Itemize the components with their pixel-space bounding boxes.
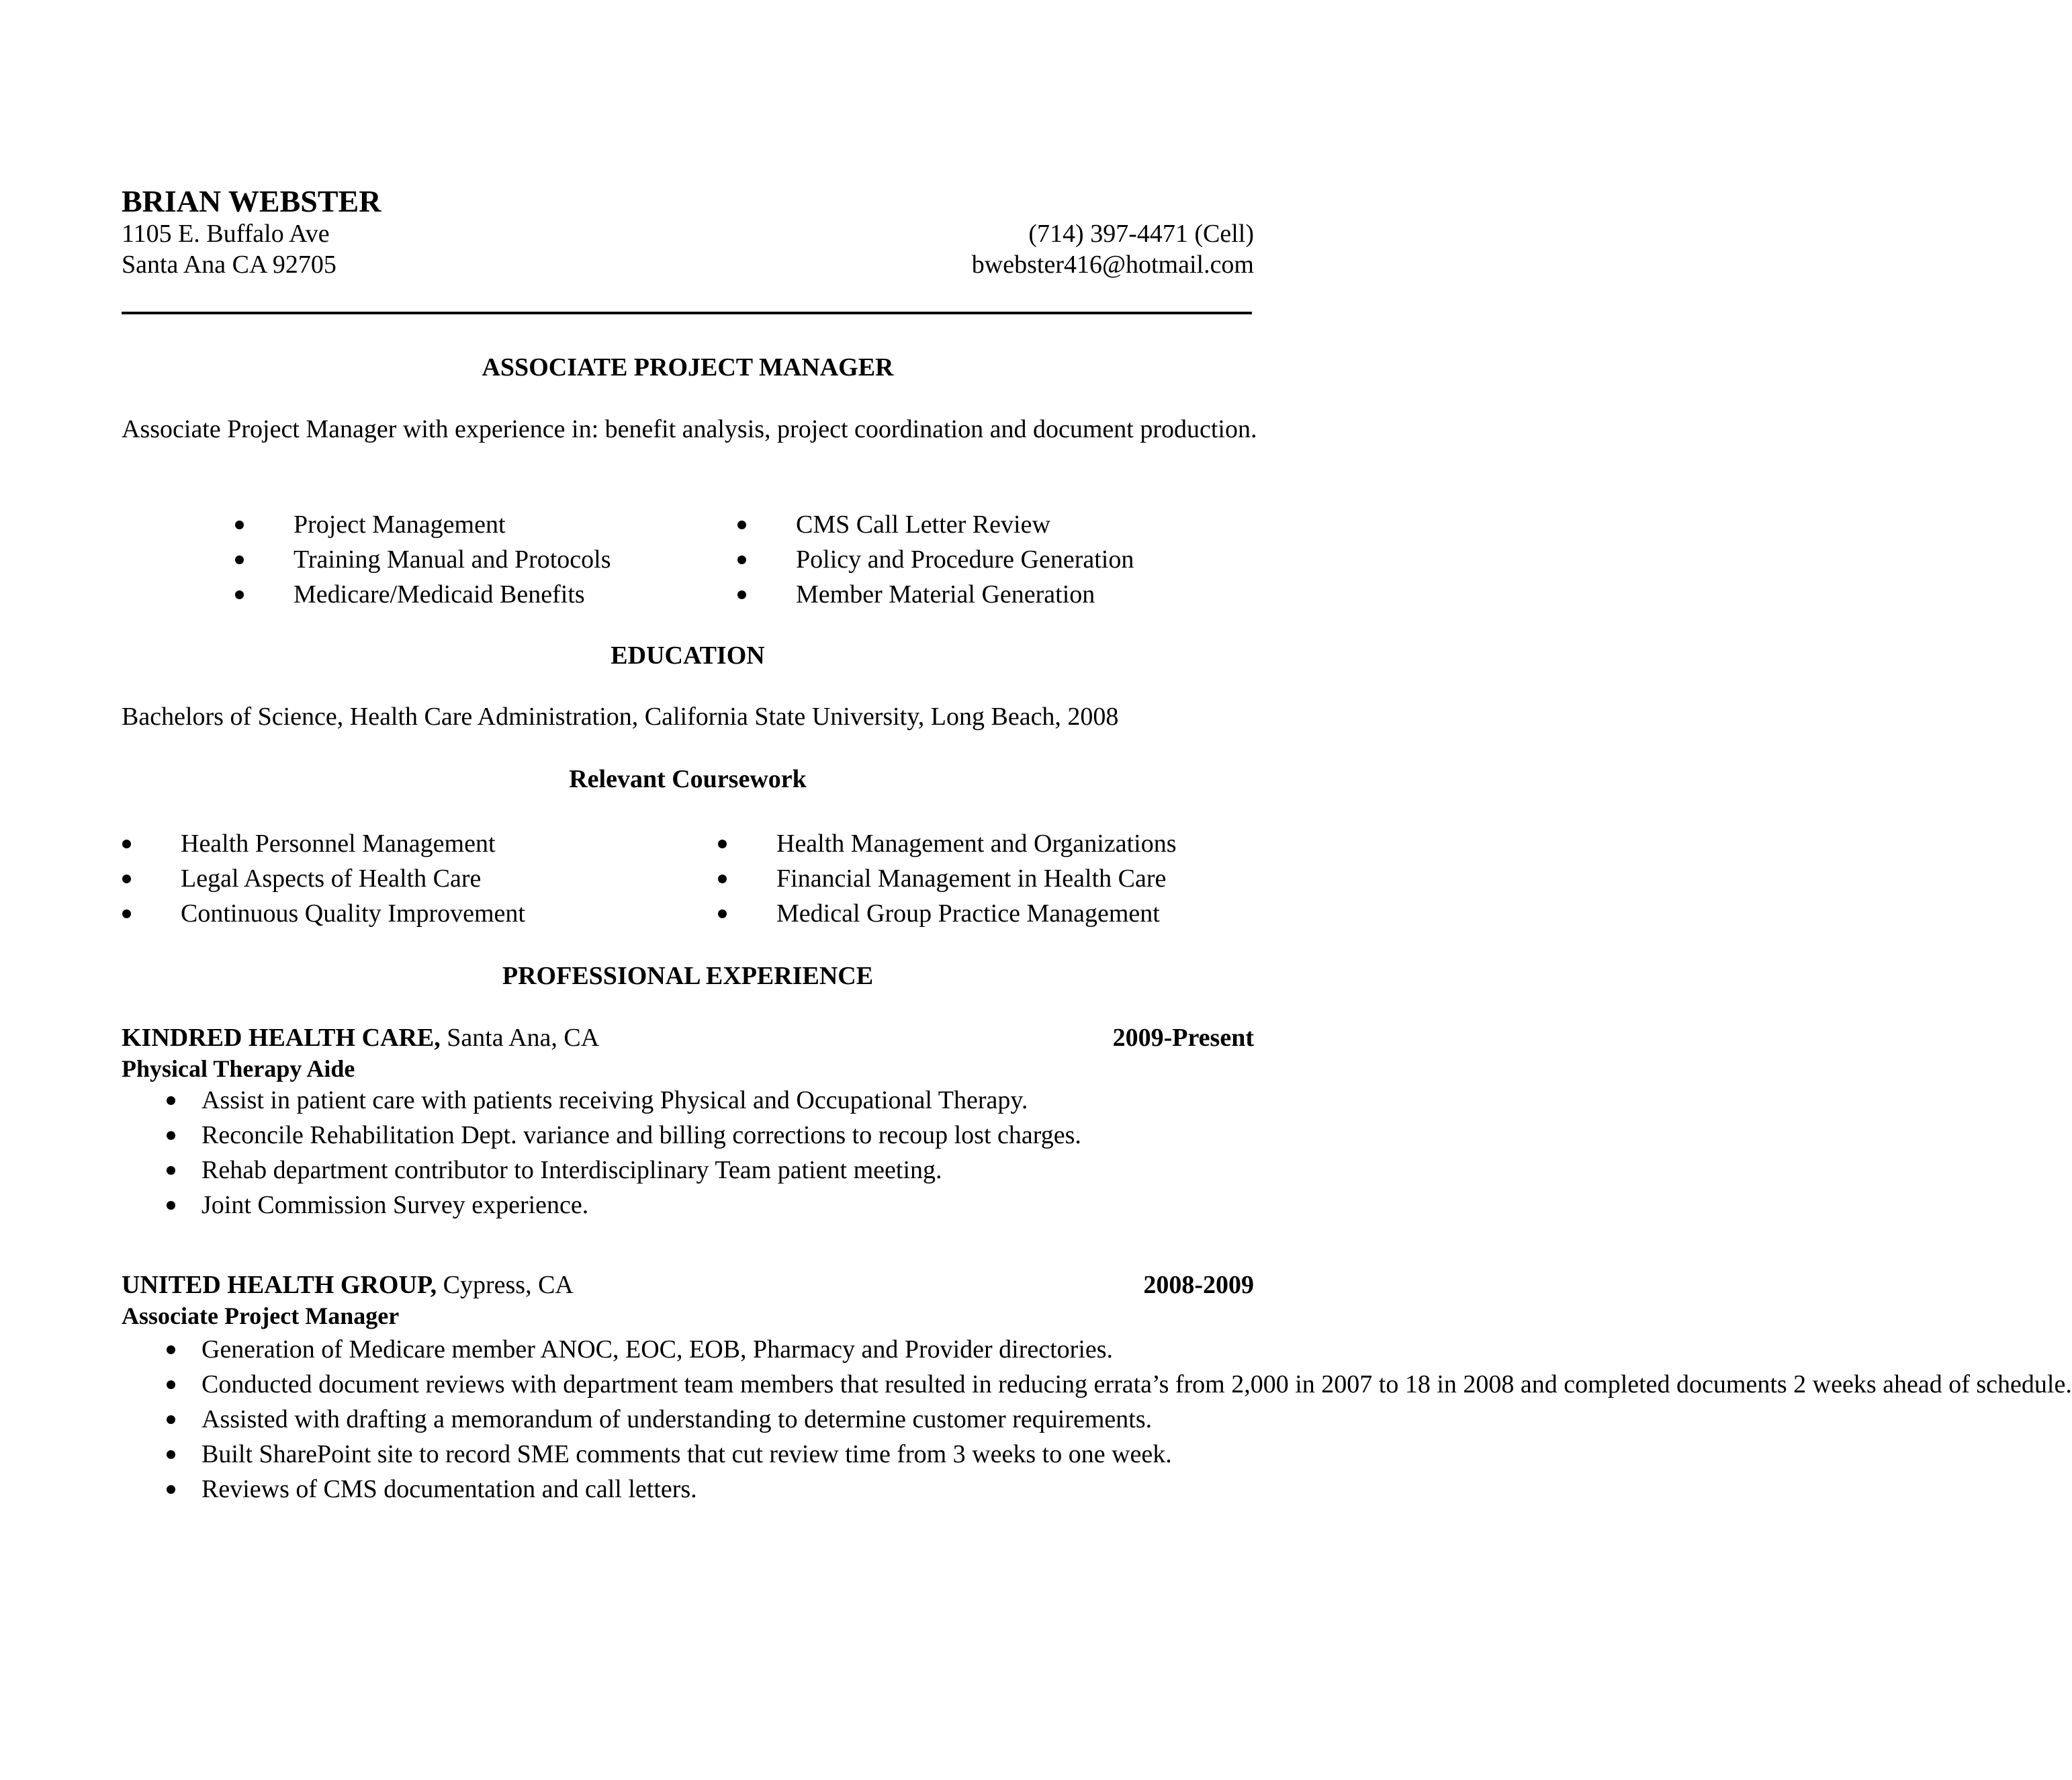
- list-item: Member Material Generation: [756, 577, 1134, 612]
- list-item: Legal Aspects of Health Care: [141, 861, 525, 896]
- job-duties-list: [201, 1083, 1081, 1222]
- objective-summary: Associate Project Manager with experience in: benefit analysis, project coordination and document production.: [122, 415, 1257, 443]
- list-item: Conducted document reviews with department team members that resulted in reducing errata’s from 2,000 in 2007 to 18 in 2008 and completed documents 2 weeks ahead of schedule.: [201, 1367, 1256, 1402]
- coursework-list-right: [737, 826, 1177, 931]
- list-item: Project Management: [254, 507, 611, 542]
- job-dates: 2008-2009: [1143, 1271, 1254, 1299]
- company-name: KINDRED HEALTH CARE,: [122, 1024, 441, 1052]
- job-company-line: [122, 1022, 599, 1053]
- list-item: Built SharePoint site to record SME comments that cut review time from 3 weeks to one week.: [201, 1437, 1256, 1472]
- coursework-heading: Relevant Coursework: [569, 765, 807, 793]
- list-item: CMS Call Letter Review: [756, 507, 1134, 542]
- header-divider: [122, 312, 1252, 314]
- list-item: Financial Management in Health Care: [737, 861, 1177, 896]
- list-item: Assisted with drafting a memorandum of understanding to determine customer requirements.: [201, 1402, 1256, 1437]
- candidate-name: BRIAN WEBSTER: [122, 184, 381, 218]
- skills-list-right: [756, 507, 1134, 612]
- job-dates: 2009-Present: [1112, 1024, 1254, 1052]
- job-company-line: [122, 1270, 574, 1300]
- education-heading: EDUCATION: [611, 641, 765, 670]
- phone-number: (714) 397-4471 (Cell): [1028, 220, 1254, 248]
- list-item: Health Personnel Management: [141, 826, 525, 861]
- list-item: Reconcile Rehabilitation Dept. variance and billing corrections to recoup lost charges.: [201, 1118, 1081, 1153]
- address-line-1: 1105 E. Buffalo Ave: [122, 220, 330, 248]
- education-degree: Bachelors of Science, Health Care Administration, California State University, Long Beach, 2008: [122, 703, 1119, 731]
- list-item: Medicare/Medicaid Benefits: [254, 577, 611, 612]
- company-location: Santa Ana, CA: [440, 1024, 600, 1052]
- job-title: Physical Therapy Aide: [122, 1055, 355, 1082]
- company-name: UNITED HEALTH GROUP,: [122, 1271, 437, 1299]
- address-line-2: Santa Ana CA 92705: [122, 251, 336, 279]
- list-item: Training Manual and Protocols: [254, 542, 611, 577]
- list-item: Reviews of CMS documentation and call letters.: [201, 1472, 1256, 1507]
- email-address: bwebster416@hotmail.com: [971, 251, 1254, 279]
- experience-heading: PROFESSIONAL EXPERIENCE: [502, 962, 874, 990]
- list-item: Generation of Medicare member ANOC, EOC, EOB, Pharmacy and Provider directories.: [201, 1332, 1256, 1367]
- skills-list-left: [254, 507, 611, 612]
- company-location: Cypress, CA: [437, 1271, 574, 1299]
- list-item: Rehab department contributor to Interdisciplinary Team patient meeting.: [201, 1153, 1081, 1188]
- list-item: Assist in patient care with patients receiving Physical and Occupational Therapy.: [201, 1083, 1081, 1118]
- list-item: Health Management and Organizations: [737, 826, 1177, 861]
- job-title: Associate Project Manager: [122, 1302, 400, 1329]
- list-item: Policy and Procedure Generation: [756, 542, 1134, 577]
- list-item: Joint Commission Survey experience.: [201, 1188, 1081, 1222]
- job-duties-list: [201, 1332, 2072, 1507]
- coursework-list-left: [141, 826, 525, 931]
- list-item: Medical Group Practice Management: [737, 896, 1177, 931]
- list-item: Continuous Quality Improvement: [141, 896, 525, 931]
- objective-heading: ASSOCIATE PROJECT MANAGER: [482, 353, 894, 382]
